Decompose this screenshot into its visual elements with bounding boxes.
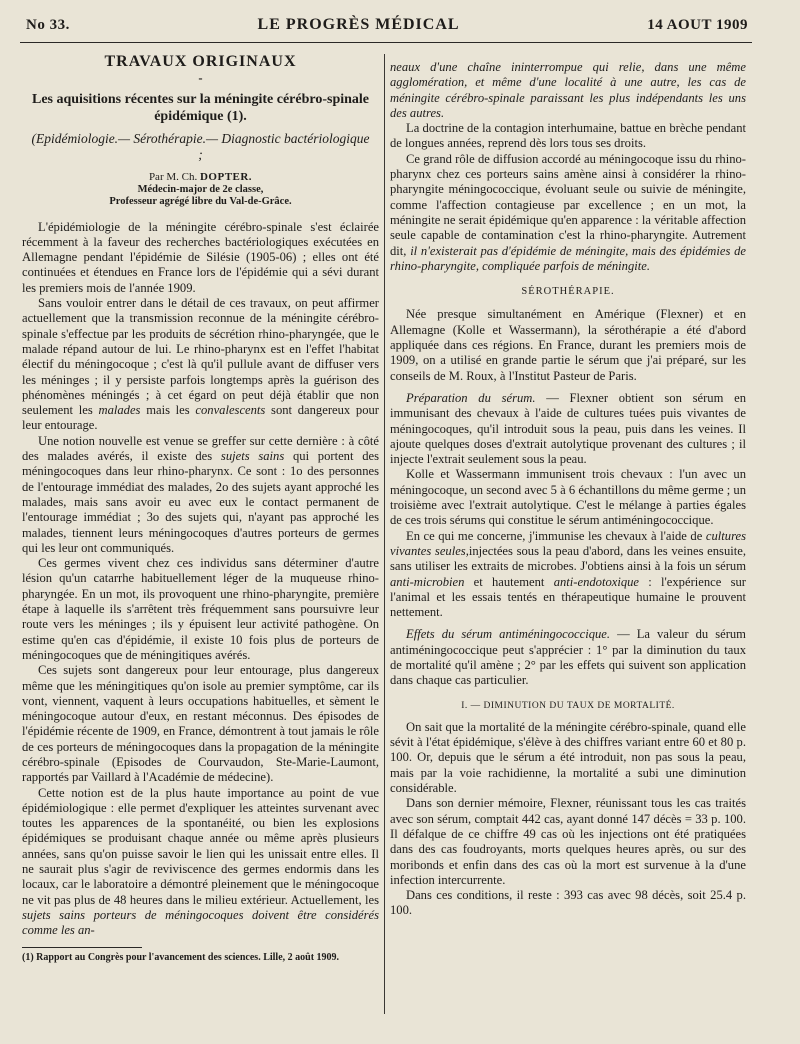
subsection-heading: I. — DIMINUTION DU TAUX DE MORTALITÉ.	[461, 700, 675, 711]
column-divider	[384, 54, 385, 1014]
author-affiliation-1: Médecin-major de 2e classe,	[137, 183, 264, 195]
paragraph: Sans vouloir entrer dans le détail de ces travaux, on peut affirmer actuellement que la transmission reconnue de la méningite cérébro-spinale s'effectue par les produits de sécrétion rhino-pharyngée, que le malade répand autour de lui. Le rhino-pharynx est en l'effet l'habitat électif du méningocoque ; c'est là qu'il pullule avant de diffuser vers les méninges ; il y persiste parfois longtemps après la guérison des phénomènes méningés ; à cet égard on peut déjà établir que non seulement les malades mais les convalescents sont dangereux pour leur entourage.	[22, 296, 379, 433]
author-name: DOPTER.	[199, 170, 253, 183]
paragraph: Ce grand rôle de diffusion accordé au méningocoque issu du rhino-pharynx chez ces porteurs sains amène ainsi à considérer la rhino-pharyngite méningococcique, évoluant seule ou suivie de méningite, comme l'affection contagieuse par excellence ; en un mot, la méningite ne serait épidémique qu'en apparence : la véritable affection seule capable de contamination c'est la rhino-pharyngite. Autrement dit, il n'existerait pas d'épidémie de méningite, mais des épidémies de rhino-pharyngite, compliquée parfois de méningite.	[390, 151, 746, 273]
article-title: Les aquisitions récentes sur la méningite cérébro-spinale épidémique (1).	[31, 91, 370, 124]
article-subtitle: (Epidémiologie.— Sérothérapie.— Diagnostic bactériologique ;	[31, 130, 370, 162]
paragraph: La doctrine de la contagion interhumaine, battue en brèche pendant de longues années, reprend dès lors tous ses droits.	[390, 121, 746, 151]
section-dash: -	[198, 71, 203, 86]
paragraph: L'épidémiologie de la méningite cérébro-spinale s'est éclairée récemment à la faveur des recherches bactériologiques exécutées en Allemagne pendant l'épidémie de Silésie (1905-06) ; elles ont été continuées et étendues en France lors de l'épidémie qui a sévi durant les premiers mois de l'année 1909.	[22, 219, 379, 295]
right-column	[390, 60, 746, 919]
paragraph: Née presque simultanément en Amérique (Flexner) et en Allemagne (Kolle et Wassermann), la sérothérapie a été d'abord appliquée dans ces régions. En France, durant les premiers mois de 1909, on a utilisé en grande partie le sérum que j'ai préparé, sur les conseils de M. Roux, à l'Institut Pasteur de Paris.	[390, 307, 746, 383]
paragraph: neaux d'une chaîne ininterrompue qui relie, dans une même agglomération, et même d'une localité à une autre, les cas de méningite cérébro-spinale paraissant les plus indépendants les uns des autres.	[390, 60, 746, 120]
subsection-heading: SÉROTHÉRAPIE.	[521, 286, 615, 298]
paragraph: Ces germes vivent chez ces individus sans déterminer d'autre lésion qu'un catarrhe habituellement léger de la muqueuse rhino-pharyngée. En un mot, ils provoquent une rhino-pharyngite, première étape à laquelle ils s'arrêtent très fréquemment sans poursuivre leur route vers les méninges ; ils y épuisent leur activité pathogène. On estime qu'en cas d'épidémie, il existe 10 fois plus de porteurs de méningocoques que de méningitiques avérés.	[22, 556, 379, 662]
paragraph: On sait que la mortalité de la méningite cérébro-spinale, quand elle sévit à l'état épidémique, s'élève à des chiffres variant entre 60 et 80 p. 100. Or, depuis que le sérum a été introduit, non pas sous la peau, mais par la voie rachidienne, la mortalité a subi une diminution considérable.	[390, 719, 746, 796]
journal-title: LE PROGRÈS MÉDICAL	[257, 16, 460, 33]
issue-number: No 33.	[26, 17, 70, 33]
paragraph: Dans son dernier mémoire, Flexner, réunissant tous les cas traités avec son sérum, comptait 442 cas, ayant donné 147 décès = 33 p. 100. Il défalque de ce chiffre 49 cas où les injections ont été pratiquées dans des cas foudroyants, morts quelques heures après, ou sur des moribonds et enfin dans des cas où la mort est survenue à la d'une infection intercurrente.	[390, 796, 746, 887]
paragraph: Une notion nouvelle est venue se greffer sur cette dernière : à côté des malades avérés, il existe des sujets sains qui portent des méningocoques dans leur rhino-pharynx. Ce sont : 1o des personnes de l'entourage immédiat des malades, 2o des sujets ayant approché les malades, mais sans avoir eu avec eux le contact permanent de l'entourage immédiat ; 3o des sujets qui, n'ayant pas approché les malades, tiennent leurs méningocoques d'autres porteurs de germes qui les leur ont communiqués.	[22, 433, 379, 555]
author-prefix: Par M. Ch.	[148, 170, 198, 183]
left-column	[22, 54, 379, 964]
page-header	[26, 16, 748, 40]
issue-date: 14 AOUT 1909	[647, 17, 748, 33]
paragraph: Effets du sérum antiméningococcique. — La valeur du sérum antiméningococcique peut s'apprécier : 1° par la diminution du taux de mortalité qu'il amène ; 2° par les effets qui suivent son application dans chaque cas particulier.	[390, 627, 746, 688]
author-line	[22, 171, 379, 184]
footnote-rule	[22, 947, 142, 948]
footnote: (1) Rapport au Congrès pour l'avancement des sciences. Lille, 2 août 1909.	[22, 951, 340, 963]
paragraph: Préparation du sérum. — Flexner obtient son sérum en immunisant des chevaux à l'aide de cultures tuées puis vivantes de méningocoques, qu'il introduit sous la peau, puis dans les veines. Il ajoute quelques doses d'extrait autolytique provenant des cultures ; il injecte l'extrait seulement sous la peau.	[390, 390, 746, 467]
paragraph: Kolle et Wassermann immunisent trois chevaux : l'un avec un méningocoque, un second avec 5 à 6 échantillons du même germe ; un troisième avec l'extrait autolytique. C'est le mélange à parties égales de ces trois sérums qui constitue le sérum antiméningococcique.	[390, 467, 746, 528]
section-title: TRAVAUX ORIGINAUX	[104, 53, 297, 70]
header-rule	[20, 42, 752, 43]
paragraph: Ces sujets sont dangereux pour leur entourage, plus dangereux même que les méningitiques qu'on isole au premier symptôme, car ils vont, viennent, vaquent à leurs occupations habituelles, et sèment le méningocoque autour d'eux, en restant méconnus. Des épisodes de l'épidémie récente de 1909, en France, démontrent à tout jamais le rôle de ces porteurs de méningocoques dans la propagation de la méningite cérébro-spinale (Episodes de Courvaudon, Ste-Marie-Laumont, rapportés par Vaillard à l'Académie de médecine).	[22, 663, 379, 785]
paragraph: Dans ces conditions, il reste : 393 cas avec 98 décès, soit 25.4 p. 100.	[390, 888, 746, 918]
author-affiliation-2: Professeur agrégé libre du Val-de-Grâce.	[109, 195, 292, 207]
paragraph: En ce qui me concerne, j'immunise les chevaux à l'aide de cultures vivantes seules,injectées sous la peau d'abord, dans les veines ensuite, sans utiliser les extraits de microbes. J'obtiens ainsi à la fois un sérum anti-microbien et hautement anti-endotoxique : l'expérience sur l'animal et les essais tentés en thérapeutique humaine le prouvent nettement.	[390, 528, 746, 620]
paragraph: Cette notion est de la plus haute importance au point de vue épidémiologique : elle permet d'expliquer les atteintes survenant avec toutes les apparences de la spontanéité, ou bien les explosions épidémiques se produisant chaque année ou même après plusieurs années, sans qu'on puisse savoir le lien qui les unissait entre elles. Il ne saurait plus s'agir de reviviscence des germes endormis dans les locaux, car le laboratoire a démontré pleinement que le méningocoque ne vit pas plus de 48 heures dans le milieu extérieur. Actuellement, les sujets sains porteurs de méningocoques doivent être considérés comme les an-	[22, 785, 379, 938]
